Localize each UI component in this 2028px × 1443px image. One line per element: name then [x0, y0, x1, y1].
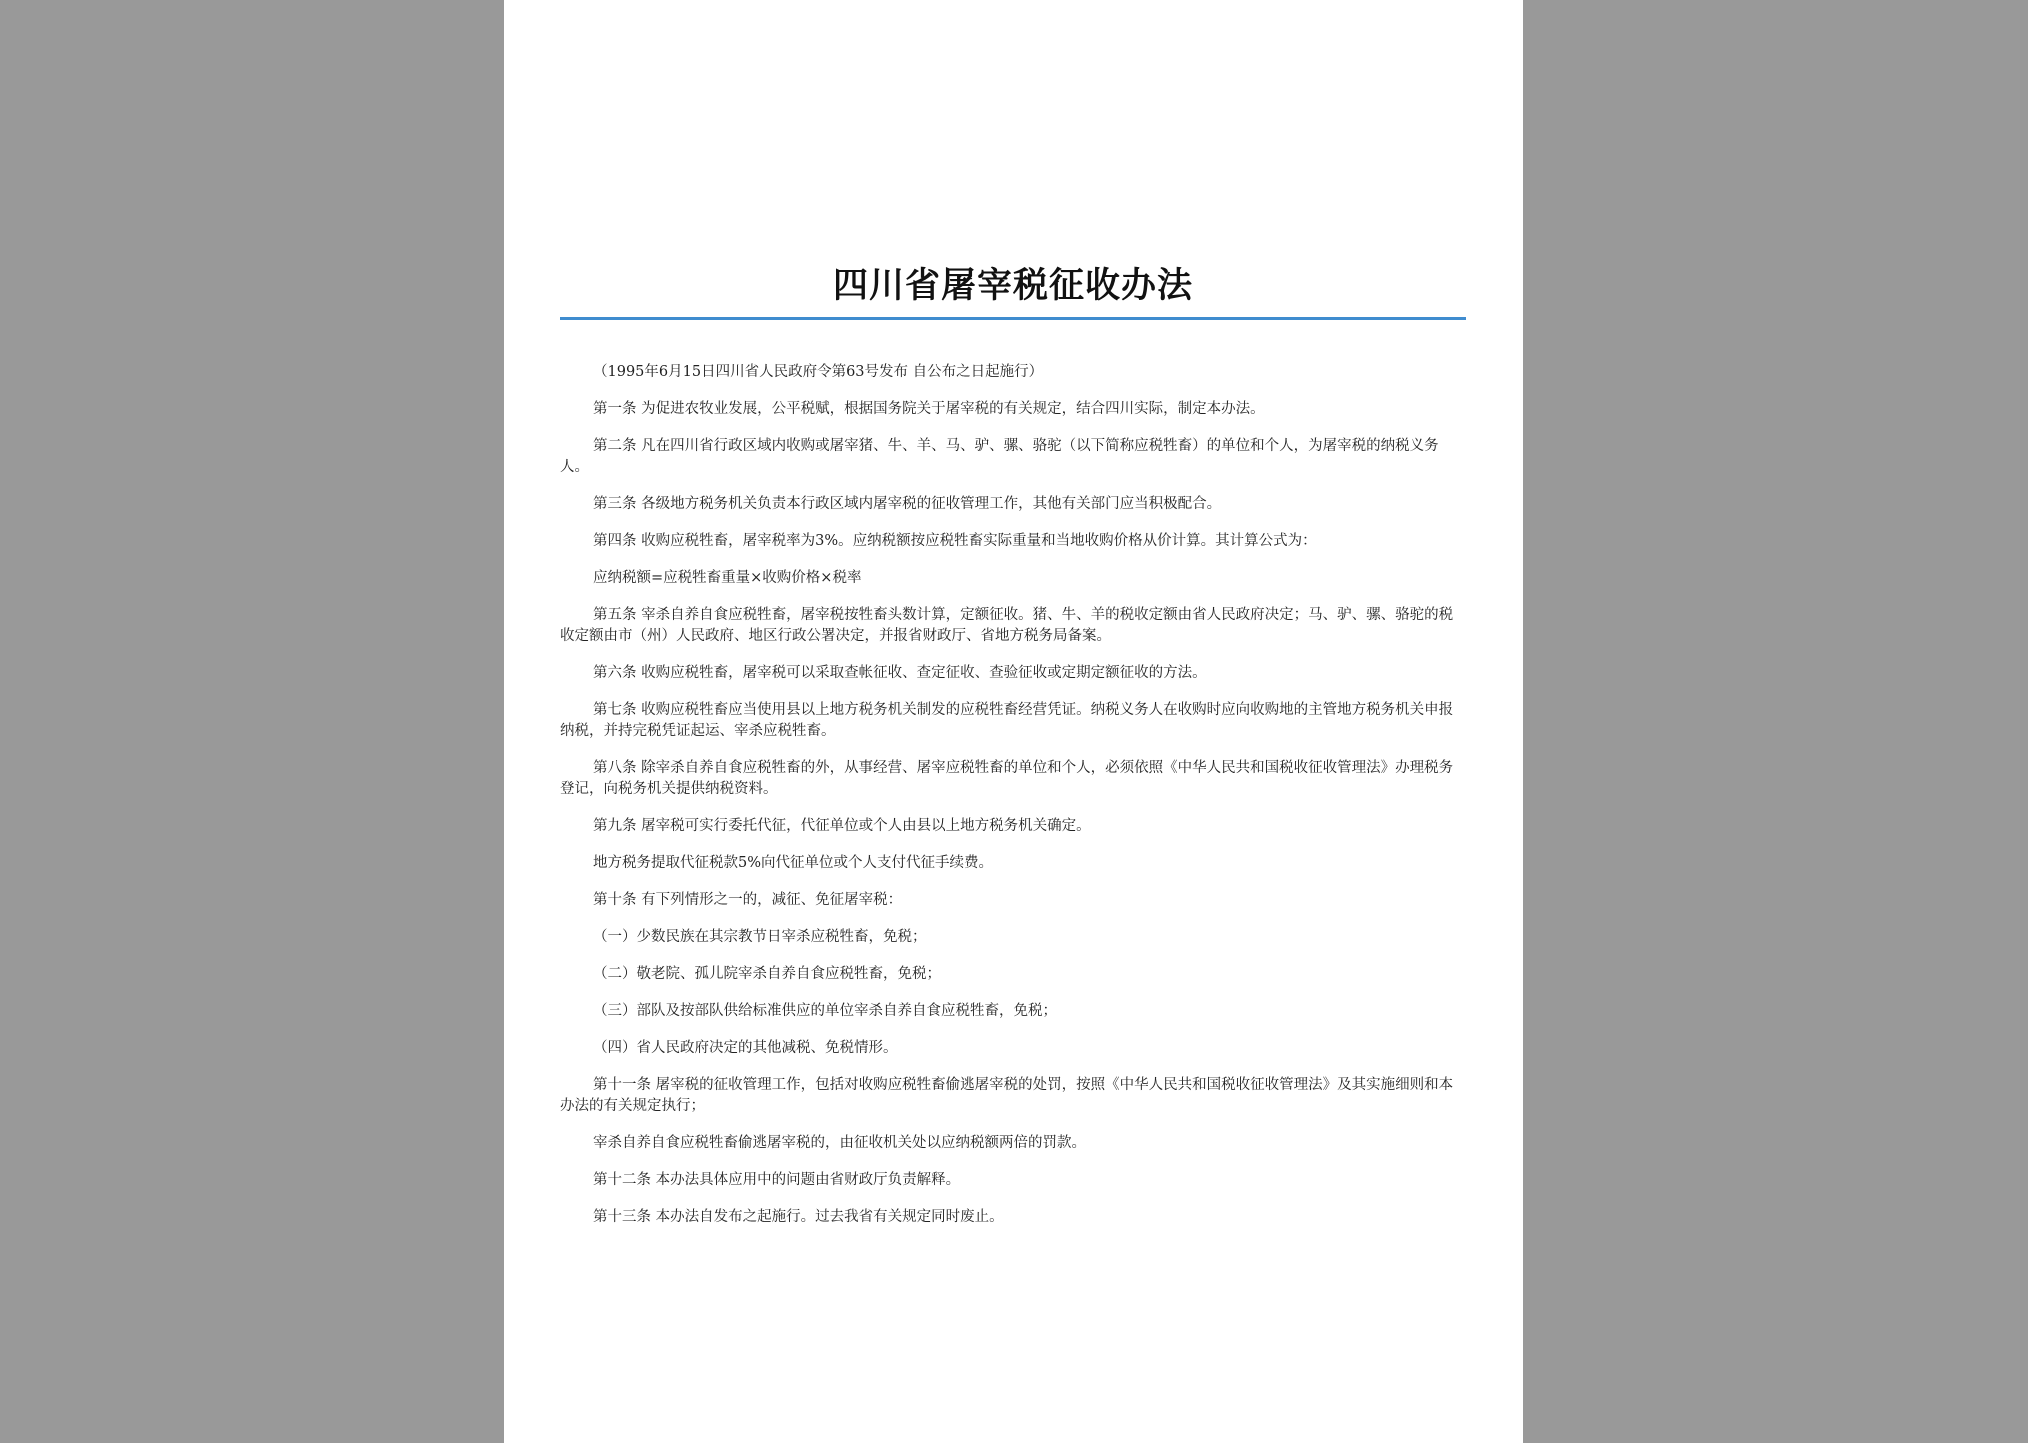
article-8: 第八条 除宰杀自养自食应税牲畜的外，从事经营、屠宰应税牲畜的单位和个人，必须依照《中华人民共和国税收征收管理法》办理税务登记，向税务机关提供纳税资料。: [560, 760, 1454, 797]
article-10-item-4: （四）省人民政府决定的其他减税、免税情形。: [593, 1040, 898, 1056]
article-2: 第二条 凡在四川省行政区域内收购或屠宰猪、牛、羊、马、驴、骡、骆驼（以下简称应税牲畜）的单位和个人，为屠宰税的纳税义务人。: [560, 438, 1439, 475]
article-1: 第一条 为促进农牧业发展，公平税赋，根据国务院关于屠宰税的有关规定，结合四川实际，制定本办法。: [593, 401, 1265, 417]
document-title: 四川省屠宰税征收办法: [832, 265, 1193, 306]
article-12: 第十二条 本办法具体应用中的问题由省财政厅负责解释。: [593, 1172, 961, 1188]
tax-formula: 应纳税额=应税牲畜重量×收购价格×税率: [593, 570, 862, 586]
article-13: 第十三条 本办法自发布之起施行。过去我省有关规定同时废止。: [593, 1209, 1004, 1225]
title-divider: [560, 317, 1466, 320]
article-7: 第七条 收购应税牲畜应当使用县以上地方税务机关制发的应税牲畜经营凭证。纳税义务人在收购时应向收购地的主管地方税务机关申报纳税，并持完税凭证起运、宰杀应税牲畜。: [560, 702, 1454, 739]
article-11: 第十一条 屠宰税的征收管理工作，包括对收购应税牲畜偷逃屠宰税的处罚，按照《中华人民共和国税收征收管理法》及其实施细则和本办法的有关规定执行；: [560, 1077, 1454, 1114]
article-10: 第十条 有下列情形之一的，减征、免征屠宰税：: [593, 892, 903, 908]
document-body: [560, 362, 1460, 1244]
article-10-item-3: （三）部队及按部队供给标准供应的单位宰杀自养自食应税牲畜，免税；: [593, 1003, 1057, 1019]
article-4: 第四条 收购应税牲畜，屠宰税率为3%。应纳税额按应税牲畜实际重量和当地收购价格从价计算。其计算公式为：: [593, 533, 1317, 549]
article-10-item-2: （二）敬老院、孤儿院宰杀自养自食应税牲畜，免税；: [593, 966, 941, 982]
article-9: 第九条 屠宰税可实行委托代征，代征单位或个人由县以上地方税务机关确定。: [593, 818, 1091, 834]
article-3: 第三条 各级地方税务机关负责本行政区域内屠宰税的征收管理工作，其他有关部门应当积极配合。: [593, 496, 1222, 512]
article-9-fee: 地方税务提取代征税款5%向代征单位或个人支付代征手续费。: [593, 855, 994, 871]
article-11-penalty: 宰杀自养自食应税牲畜偷逃屠宰税的，由征收机关处以应纳税额两倍的罚款。: [593, 1135, 1086, 1151]
article-5: 第五条 宰杀自养自食应税牲畜，屠宰税按牲畜头数计算，定额征收。猪、牛、羊的税收定额由省人民政府决定；马、驴、骡、骆驼的税收定额由市（州）人民政府、地区行政公署决定，并报省财政厅、省地方税务局备案。: [560, 607, 1454, 644]
document-page: [504, 0, 1523, 1443]
issuance-note: （1995年6月15日四川省人民政府令第63号发布 自公布之日起施行）: [593, 364, 1044, 380]
article-10-item-1: （一）少数民族在其宗教节日宰杀应税牲畜，免税；: [593, 929, 927, 945]
article-6: 第六条 收购应税牲畜，屠宰税可以采取查帐征收、查定征收、查验征收或定期定额征收的方法。: [593, 665, 1207, 681]
